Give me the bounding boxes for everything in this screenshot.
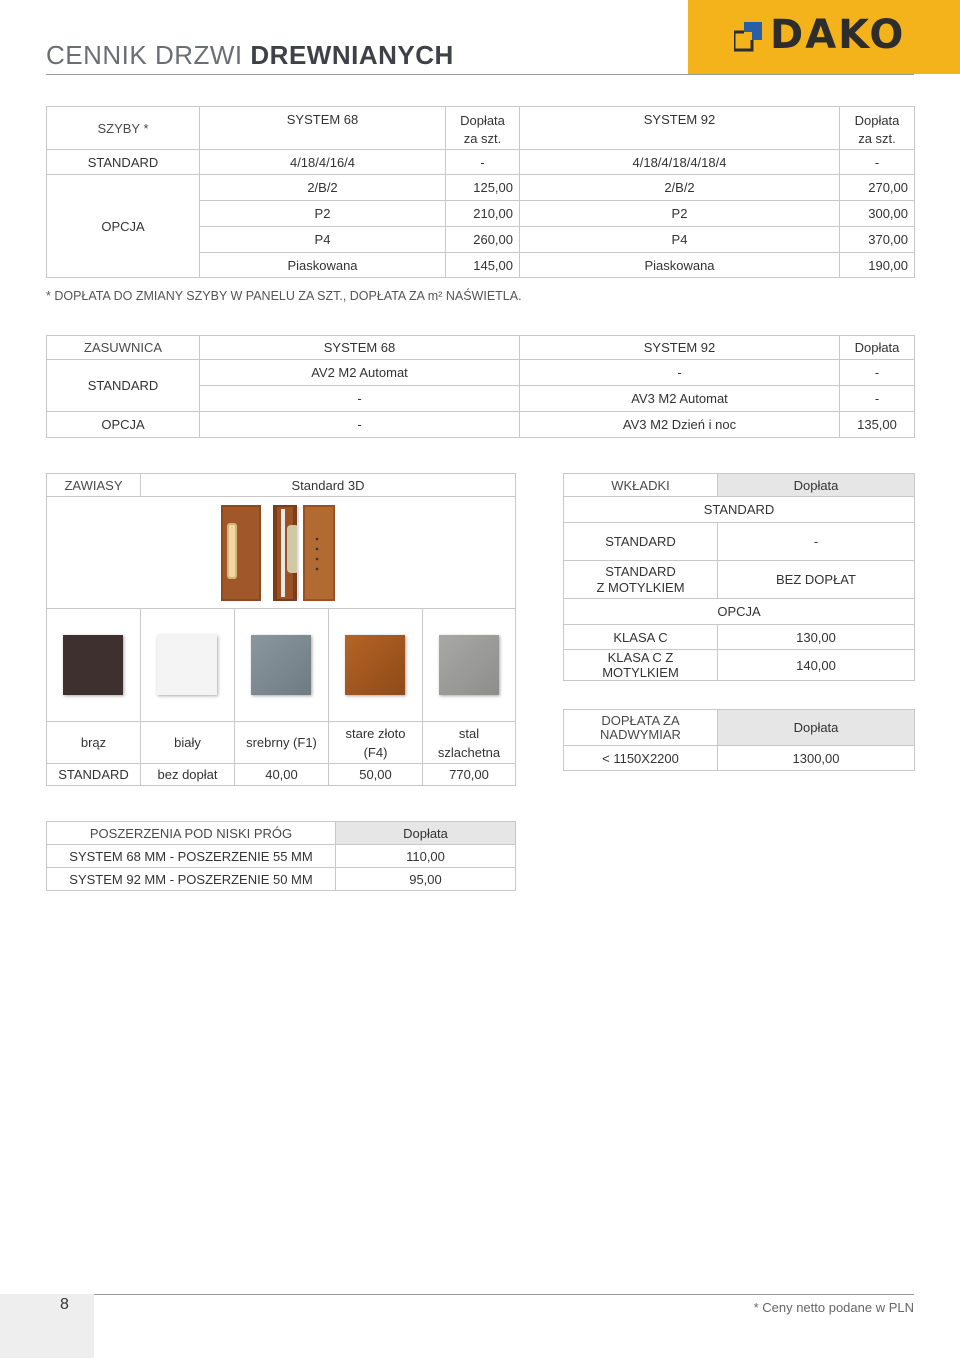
color-name-line2: (F4) (363, 744, 388, 760)
color-name (329, 722, 423, 764)
wkladki-std-moty-l1: STANDARD (605, 563, 676, 579)
zasuwnica-sys68-header: SYSTEM 68 (200, 336, 520, 360)
szyby-opcja-92: Piaskowana (520, 253, 840, 278)
color-name (423, 722, 516, 764)
color-name-line1: stal (458, 725, 480, 741)
zasuwnica-std-92: AV3 M2 Automat (520, 386, 840, 412)
poszerzenia-price: 95,00 (336, 868, 516, 891)
logo-mark-icon (734, 22, 764, 52)
szyby-opcja-92: 2/B/2 (520, 175, 840, 201)
title-rule (46, 74, 914, 75)
doplata-text: Dopłata (460, 113, 505, 128)
nadwymiar-label-l1: DOPŁATA ZA (601, 712, 680, 728)
zasuwnica-sys92-header: SYSTEM 92 (520, 336, 840, 360)
swatch-cell (235, 609, 329, 722)
wkladki-opcja-price: 140,00 (718, 650, 915, 681)
title-light: CENNIK DRZWI (46, 40, 243, 70)
zasuwnica-standard-label: STANDARD (47, 360, 200, 412)
hinge-photo-icon (221, 503, 341, 603)
szyby-doplata-92 (840, 107, 915, 150)
color-price: 770,00 (423, 764, 516, 786)
color-name: biały (141, 722, 235, 764)
hinge-photo-cell (47, 497, 516, 609)
szyby-standard-68-price: - (446, 150, 520, 175)
swatch-cell (329, 609, 423, 722)
swatch-cell (141, 609, 235, 722)
szyby-opcja-92-price: 370,00 (840, 227, 915, 253)
footer-page-box (0, 1294, 94, 1358)
zawiasy-type: Standard 3D (141, 474, 516, 497)
color-price: STANDARD (47, 764, 141, 786)
szyby-opcja-92-price: 300,00 (840, 201, 915, 227)
poszerzenia-table (46, 821, 516, 891)
doplata-text: Dopłata (854, 113, 900, 128)
szyby-opcja-92-price: 190,00 (840, 253, 915, 278)
zasuwnica-opcja-price: 135,00 (840, 412, 915, 438)
zasuwnica-std-68: AV2 M2 Automat (200, 360, 520, 386)
szyby-opcja-92: P4 (520, 227, 840, 253)
za-szt-text: za szt. (463, 131, 502, 146)
szyby-sys68-header: SYSTEM 68 (200, 107, 446, 150)
swatch-cell (423, 609, 516, 722)
szyby-opcja-68-price: 260,00 (446, 227, 520, 253)
szyby-standard-92: 4/18/4/18/4/18/4 (520, 150, 840, 175)
nadwymiar-label-l2: NADWYMIAR (600, 726, 681, 742)
color-name: brąz (47, 722, 141, 764)
zasuwnica-opcja-68: - (200, 412, 520, 438)
szyby-opcja-68: Piaskowana (200, 253, 446, 278)
nadwymiar-label (564, 710, 718, 746)
szyby-opcja-68-price: 145,00 (446, 253, 520, 278)
poszerzenia-label: POSZERZENIA POD NISKI PRÓG (47, 822, 336, 845)
swatch-cell (47, 609, 141, 722)
wkladki-std-price: - (718, 523, 915, 561)
wkladki-label: WKŁADKI (564, 474, 718, 497)
color-name: srebrny (F1) (235, 722, 329, 764)
wkladki-std-moty-price: BEZ DOPŁAT (718, 561, 915, 599)
szyby-opcja-92: P2 (520, 201, 840, 227)
zasuwnica-std-92: - (520, 360, 840, 386)
szyby-opcja-68-price: 125,00 (446, 175, 520, 201)
szyby-standard-68: 4/18/4/16/4 (200, 150, 446, 175)
wkladki-std-moty (564, 561, 718, 599)
szyby-opcja-68: P2 (200, 201, 446, 227)
szyby-opcja-68: P4 (200, 227, 446, 253)
footer-rule (94, 1294, 914, 1295)
color-price: 50,00 (329, 764, 423, 786)
zasuwnica-table (46, 335, 915, 438)
color-name-line1: stare złoto (345, 725, 406, 741)
szyby-label: SZYBY * (47, 107, 200, 150)
wkladki-table (563, 473, 915, 681)
zasuwnica-std-price: - (840, 386, 915, 412)
zasuwnica-std-price: - (840, 360, 915, 386)
title-bold: DREWNIANYCH (250, 40, 454, 70)
color-price: 40,00 (235, 764, 329, 786)
swatch-stare-zloto (345, 635, 405, 695)
za-szt-text: za szt. (858, 131, 896, 146)
nadwymiar-size: < 1150X2200 (564, 746, 718, 771)
szyby-sys92-header: SYSTEM 92 (520, 107, 840, 150)
szyby-footnote: * DOPŁATA DO ZMIANY SZYBY W PANELU ZA SZT., DOPŁATA ZA m² NAŚWIETLA. (46, 289, 522, 303)
wkladki-std-name: STANDARD (564, 523, 718, 561)
szyby-doplata-68 (446, 107, 520, 150)
poszerzenia-price: 110,00 (336, 845, 516, 868)
zawiasy-table (46, 473, 516, 786)
zasuwnica-opcja-92: AV3 M2 Dzień i noc (520, 412, 840, 438)
page-title (46, 40, 454, 71)
swatch-bialy (157, 635, 217, 695)
wkladki-doplata-header: Dopłata (718, 474, 915, 497)
szyby-standard-label: STANDARD (47, 150, 200, 175)
wkladki-opcja-header: OPCJA (564, 599, 915, 625)
zasuwnica-std-68: - (200, 386, 520, 412)
wkladki-std-moty-l2: Z MOTYLKIEM (596, 579, 685, 595)
zawiasy-label: ZAWIASY (47, 474, 141, 497)
wkladki-opcja-name: KLASA C Z MOTYLKIEM (564, 650, 718, 681)
swatch-srebrny (251, 635, 311, 695)
szyby-opcja-92-price: 270,00 (840, 175, 915, 201)
poszerzenia-name: SYSTEM 68 MM - POSZERZENIE 55 MM (47, 845, 336, 868)
swatch-stal (439, 635, 499, 695)
zasuwnica-label: ZASUWNICA (47, 336, 200, 360)
nadwymiar-price: 1300,00 (718, 746, 915, 771)
page-number: 8 (60, 1296, 69, 1313)
szyby-opcja-68-price: 210,00 (446, 201, 520, 227)
zasuwnica-doplata-header: Dopłata (840, 336, 915, 360)
footer-note: * Ceny netto podane w PLN (753, 1300, 914, 1315)
szyby-standard-92-price: - (840, 150, 915, 175)
poszerzenia-name: SYSTEM 92 MM - POSZERZENIE 50 MM (47, 868, 336, 891)
szyby-table (46, 106, 915, 278)
zasuwnica-opcja-label: OPCJA (47, 412, 200, 438)
color-price: bez dopłat (141, 764, 235, 786)
swatch-braz (63, 635, 123, 695)
poszerzenia-doplata-header: Dopłata (336, 822, 516, 845)
wkladki-standard-header: STANDARD (564, 497, 915, 523)
wkladki-opcja-name: KLASA C (564, 625, 718, 650)
logo-text: DAKO (770, 12, 906, 58)
szyby-opcja-68: 2/B/2 (200, 175, 446, 201)
szyby-opcja-label: OPCJA (47, 175, 200, 278)
nadwymiar-doplata-header: Dopłata (718, 710, 915, 746)
nadwymiar-table (563, 709, 915, 771)
color-name-line2: szlachetna (437, 744, 501, 760)
wkladki-opcja-price: 130,00 (718, 625, 915, 650)
